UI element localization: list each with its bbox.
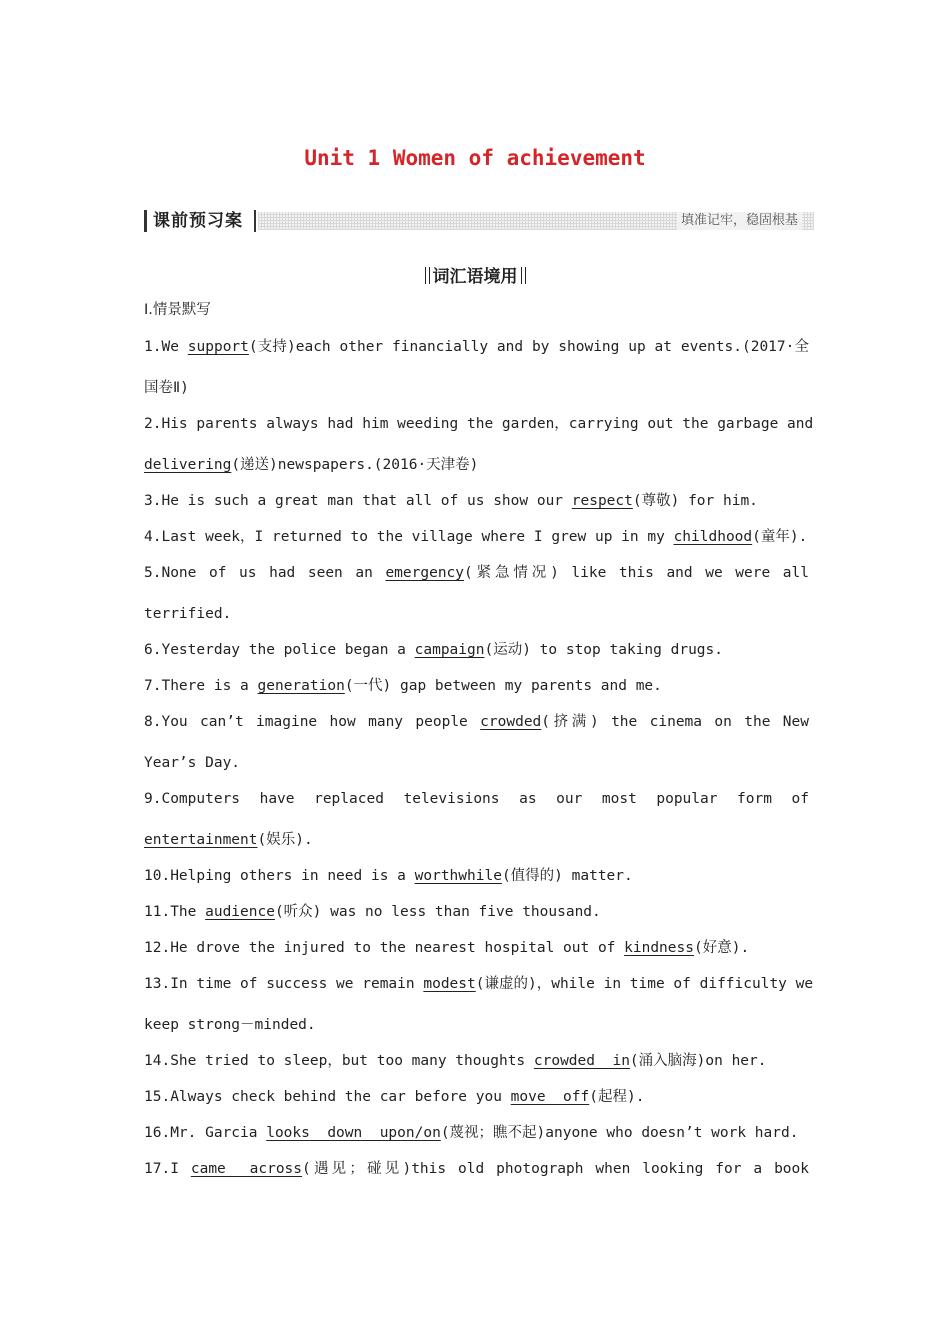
answer: came across [190, 1161, 303, 1177]
answer: worthwhile [414, 868, 502, 884]
exercise-item-1: 1.We support(支持)each other financially and by showing up at events.(2017·全 [144, 339, 809, 355]
double-bar-icon [521, 267, 526, 284]
exercise-item-8: 8.You can’t imagine how many people crowded(挤满) the cinema on the New [144, 714, 809, 730]
exercise-item-14: 14.She tried to sleep，but too many thoughts crowded in(涌入脑海)on her. [144, 1053, 767, 1069]
exercise-item-17: 17.I came across(遇见；碰见)this old photograph when looking for a book [144, 1161, 809, 1177]
exercise-item-12: 12.He drove the injured to the nearest hospital out of kindness(好意). [144, 940, 750, 956]
answer: campaign [414, 642, 485, 658]
answer: crowded [480, 714, 542, 730]
section-title [0, 262, 950, 287]
answer: audience [205, 904, 275, 920]
exercise-item-11: 11.The audience(听众) was no less than five thousand. [144, 904, 601, 920]
exercise-item-2: 2.His parents always had him weeding the garden，carrying out the garbage and [144, 416, 814, 432]
section-title-text: 词汇语境用 [432, 267, 518, 287]
answer: respect [571, 493, 633, 509]
double-bar-icon [425, 267, 430, 284]
exercise-item-1-cont: 国卷Ⅱ) [144, 380, 189, 396]
exercise-item-5: 5.None of us had seen an emergency(紧急情况) like this and we were all [144, 565, 809, 581]
answer: move off [510, 1089, 590, 1105]
answer: emergency [385, 565, 465, 581]
answer: childhood [673, 529, 753, 545]
answer: generation [257, 678, 345, 694]
exercise-item-10: 10.Helping others in need is a worthwhile(值得的) matter. [144, 868, 633, 884]
exercise-item-6: 6.Yesterday the police began a campaign(运动) to stop taking drugs. [144, 642, 723, 658]
answer: entertainment [144, 832, 258, 848]
answer: kindness [624, 940, 694, 956]
answer: crowded in [533, 1053, 630, 1069]
exercise-item-9-cont: entertainment(娱乐). [144, 832, 313, 848]
exercise-item-4: 4.Last week，I returned to the village where I grew up in my childhood(童年). [144, 529, 808, 545]
exercise-item-5-cont: terrified. [144, 606, 232, 622]
exercise-item-7: 7.There is a generation(一代) gap between my parents and me. [144, 678, 662, 694]
exercise-item-8-cont: Year’s Day. [144, 755, 241, 771]
page-title: Unit 1 Women of achievement [304, 146, 646, 170]
answer: delivering [144, 457, 232, 473]
part-heading: Ⅰ.情景默写 [144, 302, 211, 318]
answer: modest [423, 976, 476, 992]
exercise-item-16: 16.Mr. Garcia looks down upon/on(蔑视；瞧不起)anyone who doesn’t work hard. [144, 1125, 799, 1141]
exercise-item-2-cont: delivering(递送)newspapers.(2016·天津卷) [144, 457, 479, 473]
banner-label: 课前预习案 [144, 210, 256, 232]
exercise-item-13-cont: keep strong－minded. [144, 1017, 316, 1033]
exercise-item-9: 9.Computers have replaced televisions as our most popular form of [144, 791, 809, 807]
banner-slogan: 填准记牢，稳固根基 [677, 212, 802, 230]
exercise-item-13: 13.In time of success we remain modest(谦虚的)，while in time of difficulty we [144, 976, 814, 992]
exercise-item-15: 15.Always check behind the car before you move off(起程). [144, 1089, 645, 1105]
section-banner [144, 210, 814, 232]
exercise-item-3: 3.He is such a great man that all of us show our respect(尊敬) for him. [144, 493, 758, 509]
answer: looks down upon/on [266, 1125, 441, 1141]
answer: support [187, 339, 249, 355]
